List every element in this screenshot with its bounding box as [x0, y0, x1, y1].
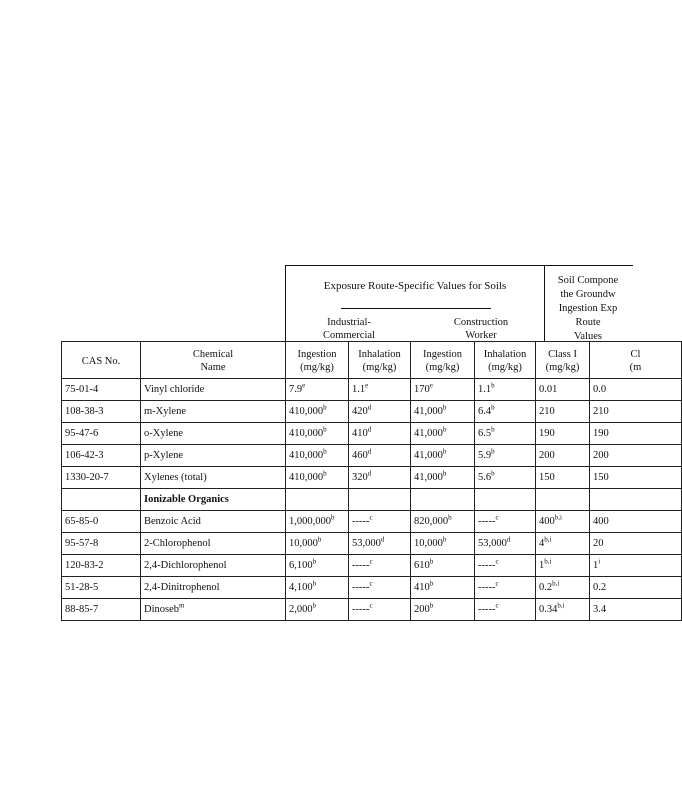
class-2-value: 210 [590, 401, 682, 423]
class-2-value: 200 [590, 445, 682, 467]
footnote-marker: e [302, 381, 306, 390]
footnote-marker: b [448, 513, 452, 522]
table-row [62, 577, 682, 599]
cw-inhalation-value: 5.9$^b$ [475, 445, 536, 467]
header-divider [341, 308, 491, 309]
col-header-class-1: Class I (mg/kg) [536, 342, 590, 379]
chemical-name: 2,4-Dinitrophenol [141, 577, 286, 599]
footnote-marker: c [369, 601, 373, 610]
exposure-route-header [285, 265, 545, 342]
chemical-name: 2-Chlorophenol [141, 533, 286, 555]
class-2-value: 0.0 [590, 379, 682, 401]
soil-line-3: Ingestion Exp [558, 303, 618, 314]
footnote-marker: e [429, 381, 433, 390]
footnote-marker: b [429, 557, 434, 566]
cas-number: 95-47-6 [62, 423, 141, 445]
cw-ingestion-value: 41,000$^b$ [411, 445, 475, 467]
footnote-marker: b,i [544, 557, 552, 566]
footnote-marker: b [331, 513, 335, 522]
footnote-marker: i [598, 557, 601, 566]
class-1-value: 190 [536, 423, 590, 445]
soil-component-header [543, 265, 633, 342]
table-row [62, 533, 682, 555]
footnote-marker: b [491, 403, 495, 412]
col-header-chemical-name: Chemical Name [141, 342, 286, 379]
footnote-marker: b [323, 469, 327, 478]
table-body-volatile [62, 379, 682, 489]
footnote-marker: b [312, 601, 317, 610]
class-2-value: 150 [590, 467, 682, 489]
ic-inhalation-value: -----$^c$ [349, 511, 411, 533]
table-row [62, 555, 682, 577]
ic-inhalation-value: 1.1e [349, 379, 411, 401]
cas-number: 106-42-3 [62, 445, 141, 467]
cas-number: 120-83-2 [62, 555, 141, 577]
cw-inhalation-value: 6.5$^b$ [475, 423, 536, 445]
soil-line-5: Values [574, 331, 602, 342]
ic-inhalation-value: 320$^d$ [349, 467, 411, 489]
class-1-value: 0.34$^{b,i}$ [536, 599, 590, 621]
footnote-marker: c [495, 601, 499, 610]
footnote-marker: d [367, 403, 372, 412]
table-body-ionizable [62, 511, 682, 621]
chemical-name: 2,4-Dichlorophenol [141, 555, 286, 577]
cas-number: 1330-20-7 [62, 467, 141, 489]
cw-ingestion-value: 10,000$^b$ [411, 533, 475, 555]
cw-ingestion-value: 610$^b$ [411, 555, 475, 577]
chemical-name: Benzoic Acid [141, 511, 286, 533]
class-1-value: 210 [536, 401, 590, 423]
footnote-marker: b [317, 535, 322, 544]
ic-ingestion-value: 410,000$^b$ [286, 467, 349, 489]
col-header-cw-inhalation: Inhalation (mg/kg) [475, 342, 536, 379]
footnote-marker: d [367, 425, 372, 434]
ic-ingestion-value: 2,000$^b$ [286, 599, 349, 621]
table-row [62, 401, 682, 423]
soil-line-2: the Groundw [560, 289, 616, 300]
col-header-ic-inhalation: Inhalation (mg/kg) [349, 342, 411, 379]
footnote-marker: b [323, 425, 327, 434]
cas-number: 75-01-4 [62, 379, 141, 401]
footnote-marker: d [506, 535, 511, 544]
footnote-marker: b,i [554, 513, 562, 522]
construction-line-1: Construction [453, 317, 509, 328]
footnote-marker: d [367, 447, 372, 456]
col-header-cw-ingestion: Ingestion (mg/kg) [411, 342, 475, 379]
footnote-marker: b [442, 469, 447, 478]
table-row [62, 445, 682, 467]
industrial-line-1: Industrial- [327, 317, 371, 328]
ic-ingestion-value: 7.9e [286, 379, 349, 401]
table-row [62, 599, 682, 621]
footnote-marker: c [369, 579, 373, 588]
class-2-value: 400 [590, 511, 682, 533]
ic-inhalation-value: -----$^c$ [349, 599, 411, 621]
footnote-marker: b [323, 447, 327, 456]
ic-inhalation-value: 460$^d$ [349, 445, 411, 467]
ic-inhalation-value: 53,000$^d$ [349, 533, 411, 555]
footnote-marker: b,i [557, 601, 565, 610]
footnote-marker: c [495, 513, 499, 522]
footnote-marker: c [495, 557, 499, 566]
class-2-value: 190 [590, 423, 682, 445]
cw-inhalation-value: -----$^c$ [475, 577, 536, 599]
table-row [62, 511, 682, 533]
table-row [62, 467, 682, 489]
footnote-marker: b [491, 425, 495, 434]
chemical-name: m-Xylene [141, 401, 286, 423]
cw-ingestion-value: 820,000$^b$ [411, 511, 475, 533]
col-header-cas: CAS No. [62, 342, 141, 379]
ic-ingestion-value: 6,100$^b$ [286, 555, 349, 577]
footnote-marker: b [429, 579, 434, 588]
footnote-marker: d [380, 535, 385, 544]
cas-number: 65-85-0 [62, 511, 141, 533]
footnote-marker: b [491, 381, 495, 390]
footnote-marker: b [442, 535, 447, 544]
table-row [62, 423, 682, 445]
cw-ingestion-value: 410$^b$ [411, 577, 475, 599]
chemical-name: Dinoseb$^m$ [141, 599, 286, 621]
footnote-marker: b,i [544, 535, 552, 544]
ic-ingestion-value: 410,000$^b$ [286, 401, 349, 423]
ic-ingestion-value: 410,000$^b$ [286, 423, 349, 445]
class-2-value: 1$^i$ [590, 555, 682, 577]
cw-ingestion-value: 41,000$^b$ [411, 423, 475, 445]
footnote-marker: b [312, 579, 317, 588]
construction-line-2: Worker [465, 330, 497, 341]
footnote-marker: b [312, 557, 317, 566]
industrial-line-2: Commercial [323, 330, 375, 341]
footnote-marker: d [367, 469, 372, 478]
footnote-marker: c [369, 513, 373, 522]
ic-inhalation-value: 420$^d$ [349, 401, 411, 423]
cw-inhalation-value: 5.6$^b$ [475, 467, 536, 489]
cw-inhalation-value: -----$^c$ [475, 599, 536, 621]
soil-component-text [543, 274, 633, 344]
column-header-row [62, 342, 682, 379]
chemical-name: Vinyl chloride [141, 379, 286, 401]
table-row [62, 379, 682, 401]
cw-ingestion-value: 41,000$^b$ [411, 401, 475, 423]
cas-number: 108-38-3 [62, 401, 141, 423]
cw-inhalation-value: -----$^c$ [475, 555, 536, 577]
footnote-marker: c [495, 579, 499, 588]
soil-line-1: Soil Compone [557, 275, 619, 286]
col-header-class-2: Cl (m [590, 342, 682, 379]
construction-worker-label [436, 316, 526, 342]
footnote-marker: e [365, 381, 369, 390]
footnote-marker: b [442, 425, 447, 434]
footnote-marker: b [323, 403, 327, 412]
cw-ingestion-value: 41,000$^b$ [411, 467, 475, 489]
class-1-value: 200 [536, 445, 590, 467]
ic-ingestion-value: 10,000$^b$ [286, 533, 349, 555]
footnote-marker: c [369, 557, 373, 566]
cw-inhalation-value: -----$^c$ [475, 511, 536, 533]
class-1-value: 150 [536, 467, 590, 489]
soil-line-4: Route [575, 317, 601, 328]
ic-inhalation-value: -----$^c$ [349, 555, 411, 577]
soil-values-table [61, 341, 682, 621]
exposure-route-title: Exposure Route-Specific Values for Soils [323, 280, 507, 292]
cw-inhalation-value: 6.4$^b$ [475, 401, 536, 423]
cw-ingestion-value: 170e [411, 379, 475, 401]
footnote-marker: b [442, 447, 447, 456]
chemical-name: Xylenes (total) [141, 467, 286, 489]
ic-ingestion-value: 410,000$^b$ [286, 445, 349, 467]
chemical-name: p-Xylene [141, 445, 286, 467]
ic-inhalation-value: -----$^c$ [349, 577, 411, 599]
footnote-marker: b [491, 447, 495, 456]
footnote-marker: b [491, 469, 495, 478]
class-1-value: 1$^{b,i}$ [536, 555, 590, 577]
industrial-commercial-label [304, 316, 394, 342]
cas-number: 51-28-5 [62, 577, 141, 599]
cw-ingestion-value: 200$^b$ [411, 599, 475, 621]
footnote-marker: b,i [552, 579, 560, 588]
ic-ingestion-value: 1,000,000$^b$ [286, 511, 349, 533]
section-row-ionizable [62, 489, 682, 511]
cw-inhalation-value: 53,000$^d$ [475, 533, 536, 555]
footnote-marker: b [442, 403, 447, 412]
class-1-value: 4$^{b,i}$ [536, 533, 590, 555]
chemical-name: o-Xylene [141, 423, 286, 445]
section-label: Ionizable Organics [141, 489, 286, 511]
col-header-ic-ingestion: Ingestion (mg/kg) [286, 342, 349, 379]
class-2-value: 20 [590, 533, 682, 555]
cas-number: 88-85-7 [62, 599, 141, 621]
class-1-value: 0.01 [536, 379, 590, 401]
ic-inhalation-value: 410$^d$ [349, 423, 411, 445]
class-1-value: 0.2$^{b,i}$ [536, 577, 590, 599]
footnote-marker: b [429, 601, 434, 610]
cw-inhalation-value: 1.1$^b$ [475, 379, 536, 401]
class-2-value: 0.2 [590, 577, 682, 599]
class-1-value: 400$^{b,i}$ [536, 511, 590, 533]
class-2-value: 3.4 [590, 599, 682, 621]
ic-ingestion-value: 4,100$^b$ [286, 577, 349, 599]
cas-number: 95-57-8 [62, 533, 141, 555]
footnote-marker: m [179, 601, 185, 610]
